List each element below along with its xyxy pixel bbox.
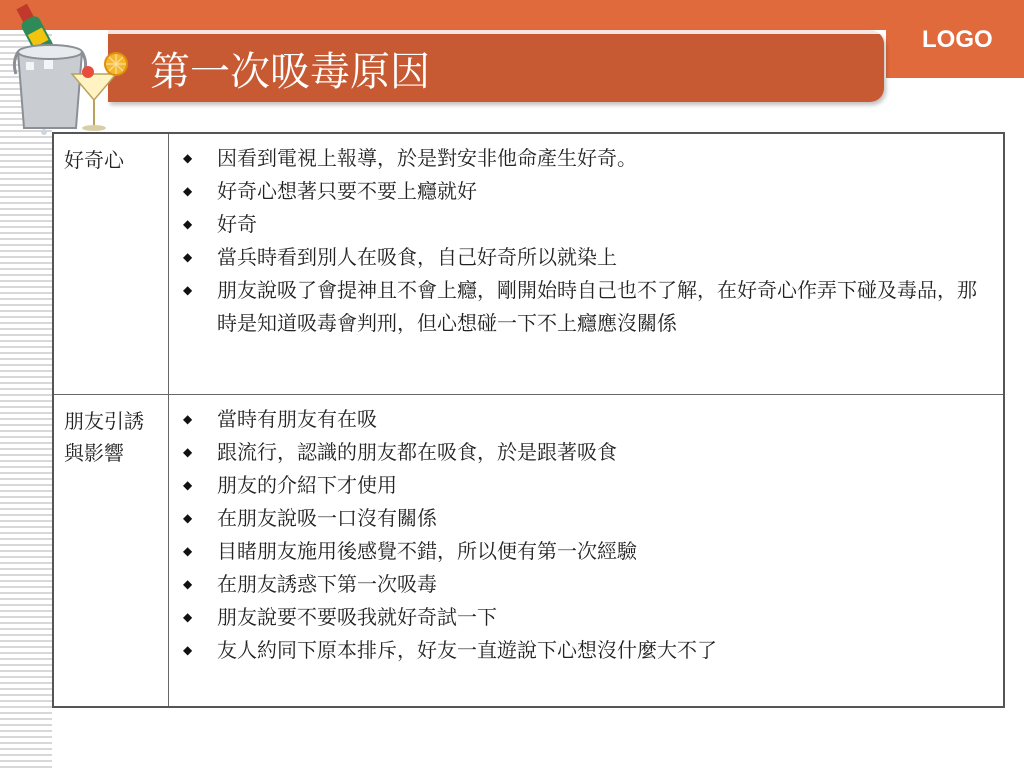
list-item: ◆ 當時有朋友有在吸 xyxy=(181,403,985,436)
bullet-cell xyxy=(169,394,1005,707)
header-bar xyxy=(0,0,1024,30)
table-row xyxy=(53,394,1004,707)
list-item: ◆ 在朋友說吸一口沒有關係 xyxy=(181,502,985,535)
ice-bucket-cocktail-icon xyxy=(4,0,140,140)
list-item: ◆ 在朋友誘惑下第一次吸毒 xyxy=(181,568,985,601)
category-cell: 好奇心 xyxy=(53,133,169,394)
list-item: ◆ 目睹朋友施用後感覺不錯，所以便有第一次經驗 xyxy=(181,535,985,568)
list-item: ◆ 友人約同下原本排斥，好友一直遊說下心想沒什麼大不了 xyxy=(181,634,985,667)
list-item: ◆ 當兵時看到別人在吸食，自己好奇所以就染上 xyxy=(181,241,985,274)
list-item: ◆ 跟流行，認識的朋友都在吸食，於是跟著吸食 xyxy=(181,436,985,469)
bullet-list xyxy=(181,403,985,667)
list-item: ◆ 朋友說吸了會提神且不會上癮，剛開始時自己也不了解，在好奇心作弄下碰及毒品，那時是知道吸毒會判刑，但心想碰一下不上癮應沒關係 xyxy=(181,274,985,340)
bullet-cell xyxy=(169,133,1005,394)
page-title: 第一次吸毒原因 xyxy=(150,49,430,95)
list-item: ◆ 好奇 xyxy=(181,208,985,241)
list-item: ◆ 朋友的介紹下才使用 xyxy=(181,469,985,502)
list-item: ◆ 因看到電視上報導，於是對安非他命產生好奇。 xyxy=(181,142,985,175)
table-row xyxy=(53,133,1004,394)
logo: LOGO xyxy=(922,26,993,53)
list-item: ◆ 朋友說要不要吸我就好奇試一下 xyxy=(181,601,985,634)
category-cell: 朋友引誘與影響 xyxy=(53,394,169,707)
bullet-list xyxy=(181,142,985,340)
list-item: ◆ 好奇心想著只要不要上癮就好 xyxy=(181,175,985,208)
reasons-table xyxy=(52,132,1005,708)
